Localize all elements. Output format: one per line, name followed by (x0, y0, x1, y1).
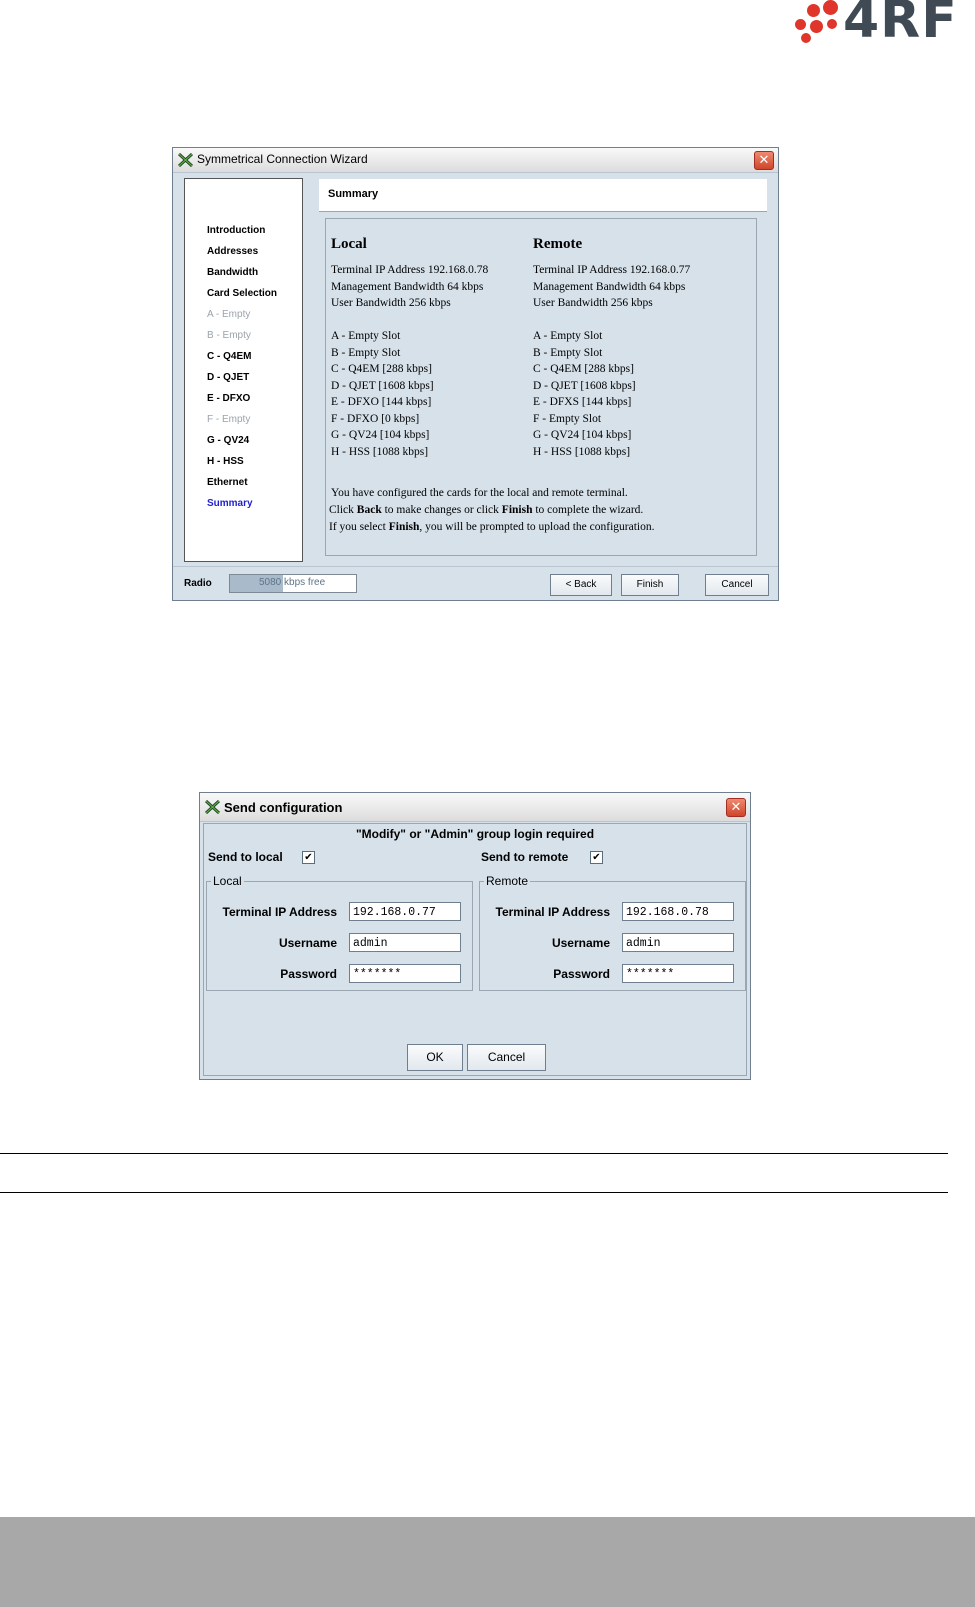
remote-summary-line: H - HSS [1088 kbps] (533, 445, 631, 458)
summary-message-line: If you select Finish, you will be prompted to upload the configuration. (329, 521, 655, 533)
local-group-legend: Local (213, 874, 242, 888)
remote-username-label: Username (551, 936, 610, 950)
local-summary-line: H - HSS [1088 kbps] (331, 445, 429, 458)
remote-summary-line: Terminal IP Address 192.168.0.77 (533, 264, 691, 276)
local-ip-label: Terminal IP Address (222, 905, 337, 919)
wizard-steps-panel (184, 178, 303, 562)
local-username-label: Username (278, 936, 337, 950)
summary-message-line: Click Back to make changes or click Finish to complete the wizard. (329, 504, 644, 516)
logo-text: 4RF (843, 0, 958, 50)
local-password-input[interactable]: ******* (349, 964, 461, 983)
remote-password-label: Password (553, 967, 610, 981)
remote-password-input[interactable]: ******* (622, 964, 734, 983)
wizard-step-item: D - QJET (207, 372, 250, 383)
remote-summary-line: D - QJET [1608 kbps] (533, 379, 636, 392)
finish-button[interactable]: Finish (621, 574, 679, 596)
wizard-step-item: A - Empty (207, 309, 251, 320)
wizard-step-item: C - Q4EM (207, 351, 252, 362)
page-title: Summary (328, 188, 379, 200)
radio-bandwidth-bar (229, 574, 357, 593)
send-config-titlebar[interactable] (200, 793, 750, 822)
cancel-button[interactable]: Cancel (705, 574, 769, 596)
close-icon[interactable]: ✕ (754, 151, 774, 170)
summary-message-line: You have configured the cards for the local and remote terminal. (331, 487, 628, 499)
send-config-body (203, 823, 747, 1076)
send-to-local-checkbox[interactable]: ✔ (302, 851, 315, 864)
remote-username-input[interactable]: admin (622, 933, 734, 952)
send-to-remote-checkbox[interactable]: ✔ (590, 851, 603, 864)
wizard-footer (173, 566, 778, 601)
local-heading: Local (331, 236, 367, 252)
remote-ip-label: Terminal IP Address (495, 905, 610, 919)
remote-ip-input[interactable]: 192.168.0.78 (622, 902, 734, 921)
local-summary-line: G - QV24 [104 kbps] (331, 429, 430, 441)
wizard-title: Symmetrical Connection Wizard (197, 152, 368, 166)
logo-dots-icon (793, 0, 843, 46)
send-config-title: Send configuration (224, 800, 343, 815)
back-button[interactable]: < Back (550, 574, 612, 596)
wizard-step-item: Summary (207, 498, 253, 509)
login-required-text: "Modify" or "Admin" group login required (355, 827, 595, 841)
remote-summary-line: F - Empty Slot (533, 412, 602, 425)
local-summary-line: A - Empty Slot (331, 330, 401, 342)
ok-button[interactable]: OK (407, 1044, 463, 1071)
remote-group (479, 874, 746, 991)
company-logo (793, 0, 965, 50)
remote-summary-line: User Bandwidth 256 kbps (533, 297, 653, 309)
wizard-step-item: Introduction (207, 225, 266, 236)
local-summary-line: User Bandwidth 256 kbps (331, 297, 451, 309)
remote-summary-line: A - Empty Slot (533, 330, 603, 342)
app-icon (205, 800, 220, 814)
local-summary-line: F - DFXO [0 kbps] (331, 412, 420, 425)
remote-summary-line: E - DFXS [144 kbps] (533, 396, 632, 408)
close-icon[interactable]: ✕ (726, 798, 746, 817)
wizard-step-item: F - Empty (207, 414, 251, 425)
page-footer-bar (0, 1517, 975, 1607)
local-summary-line: B - Empty Slot (331, 346, 401, 359)
divider (0, 1153, 948, 1154)
app-icon (178, 153, 193, 167)
radio-free-text: 5080 kbps free (259, 577, 326, 588)
remote-summary-line: G - QV24 [104 kbps] (533, 429, 632, 441)
divider (0, 1192, 948, 1193)
local-summary-line: D - QJET [1608 kbps] (331, 379, 434, 392)
local-summary-line: E - DFXO [144 kbps] (331, 396, 432, 408)
send-to-remote-label: Send to remote (481, 850, 569, 864)
wizard-titlebar[interactable] (173, 148, 778, 173)
local-username-input[interactable]: admin (349, 933, 461, 952)
wizard-step-item: Card Selection (207, 288, 278, 299)
wizard-step-item: Ethernet (207, 477, 248, 488)
wizard-step-item: B - Empty (207, 330, 251, 341)
summary-panel (325, 218, 757, 556)
local-summary-line: C - Q4EM [288 kbps] (331, 363, 432, 375)
remote-heading: Remote (533, 236, 583, 252)
local-password-label: Password (280, 967, 337, 981)
wizard-step-item: E - DFXO (207, 393, 251, 404)
wizard-step-item: G - QV24 (207, 435, 250, 446)
local-ip-input[interactable]: 192.168.0.77 (349, 902, 461, 921)
remote-summary-line: B - Empty Slot (533, 346, 603, 359)
page-header (319, 179, 767, 212)
local-summary-line: Terminal IP Address 192.168.0.78 (331, 264, 489, 276)
send-to-local-label: Send to local (208, 850, 283, 864)
radio-label: Radio (184, 578, 212, 589)
remote-summary-line: Management Bandwidth 64 kbps (533, 280, 686, 293)
wizard-step-item: Addresses (207, 246, 259, 257)
local-group (206, 874, 473, 991)
symmetrical-connection-wizard-window (172, 147, 779, 601)
cancel-button[interactable]: Cancel (467, 1044, 546, 1071)
send-configuration-dialog (199, 792, 751, 1080)
remote-group-legend: Remote (486, 874, 529, 888)
remote-summary-line: C - Q4EM [288 kbps] (533, 363, 634, 375)
local-summary-line: Management Bandwidth 64 kbps (331, 280, 484, 293)
wizard-step-item: Bandwidth (207, 267, 259, 278)
wizard-step-item: H - HSS (207, 456, 244, 467)
